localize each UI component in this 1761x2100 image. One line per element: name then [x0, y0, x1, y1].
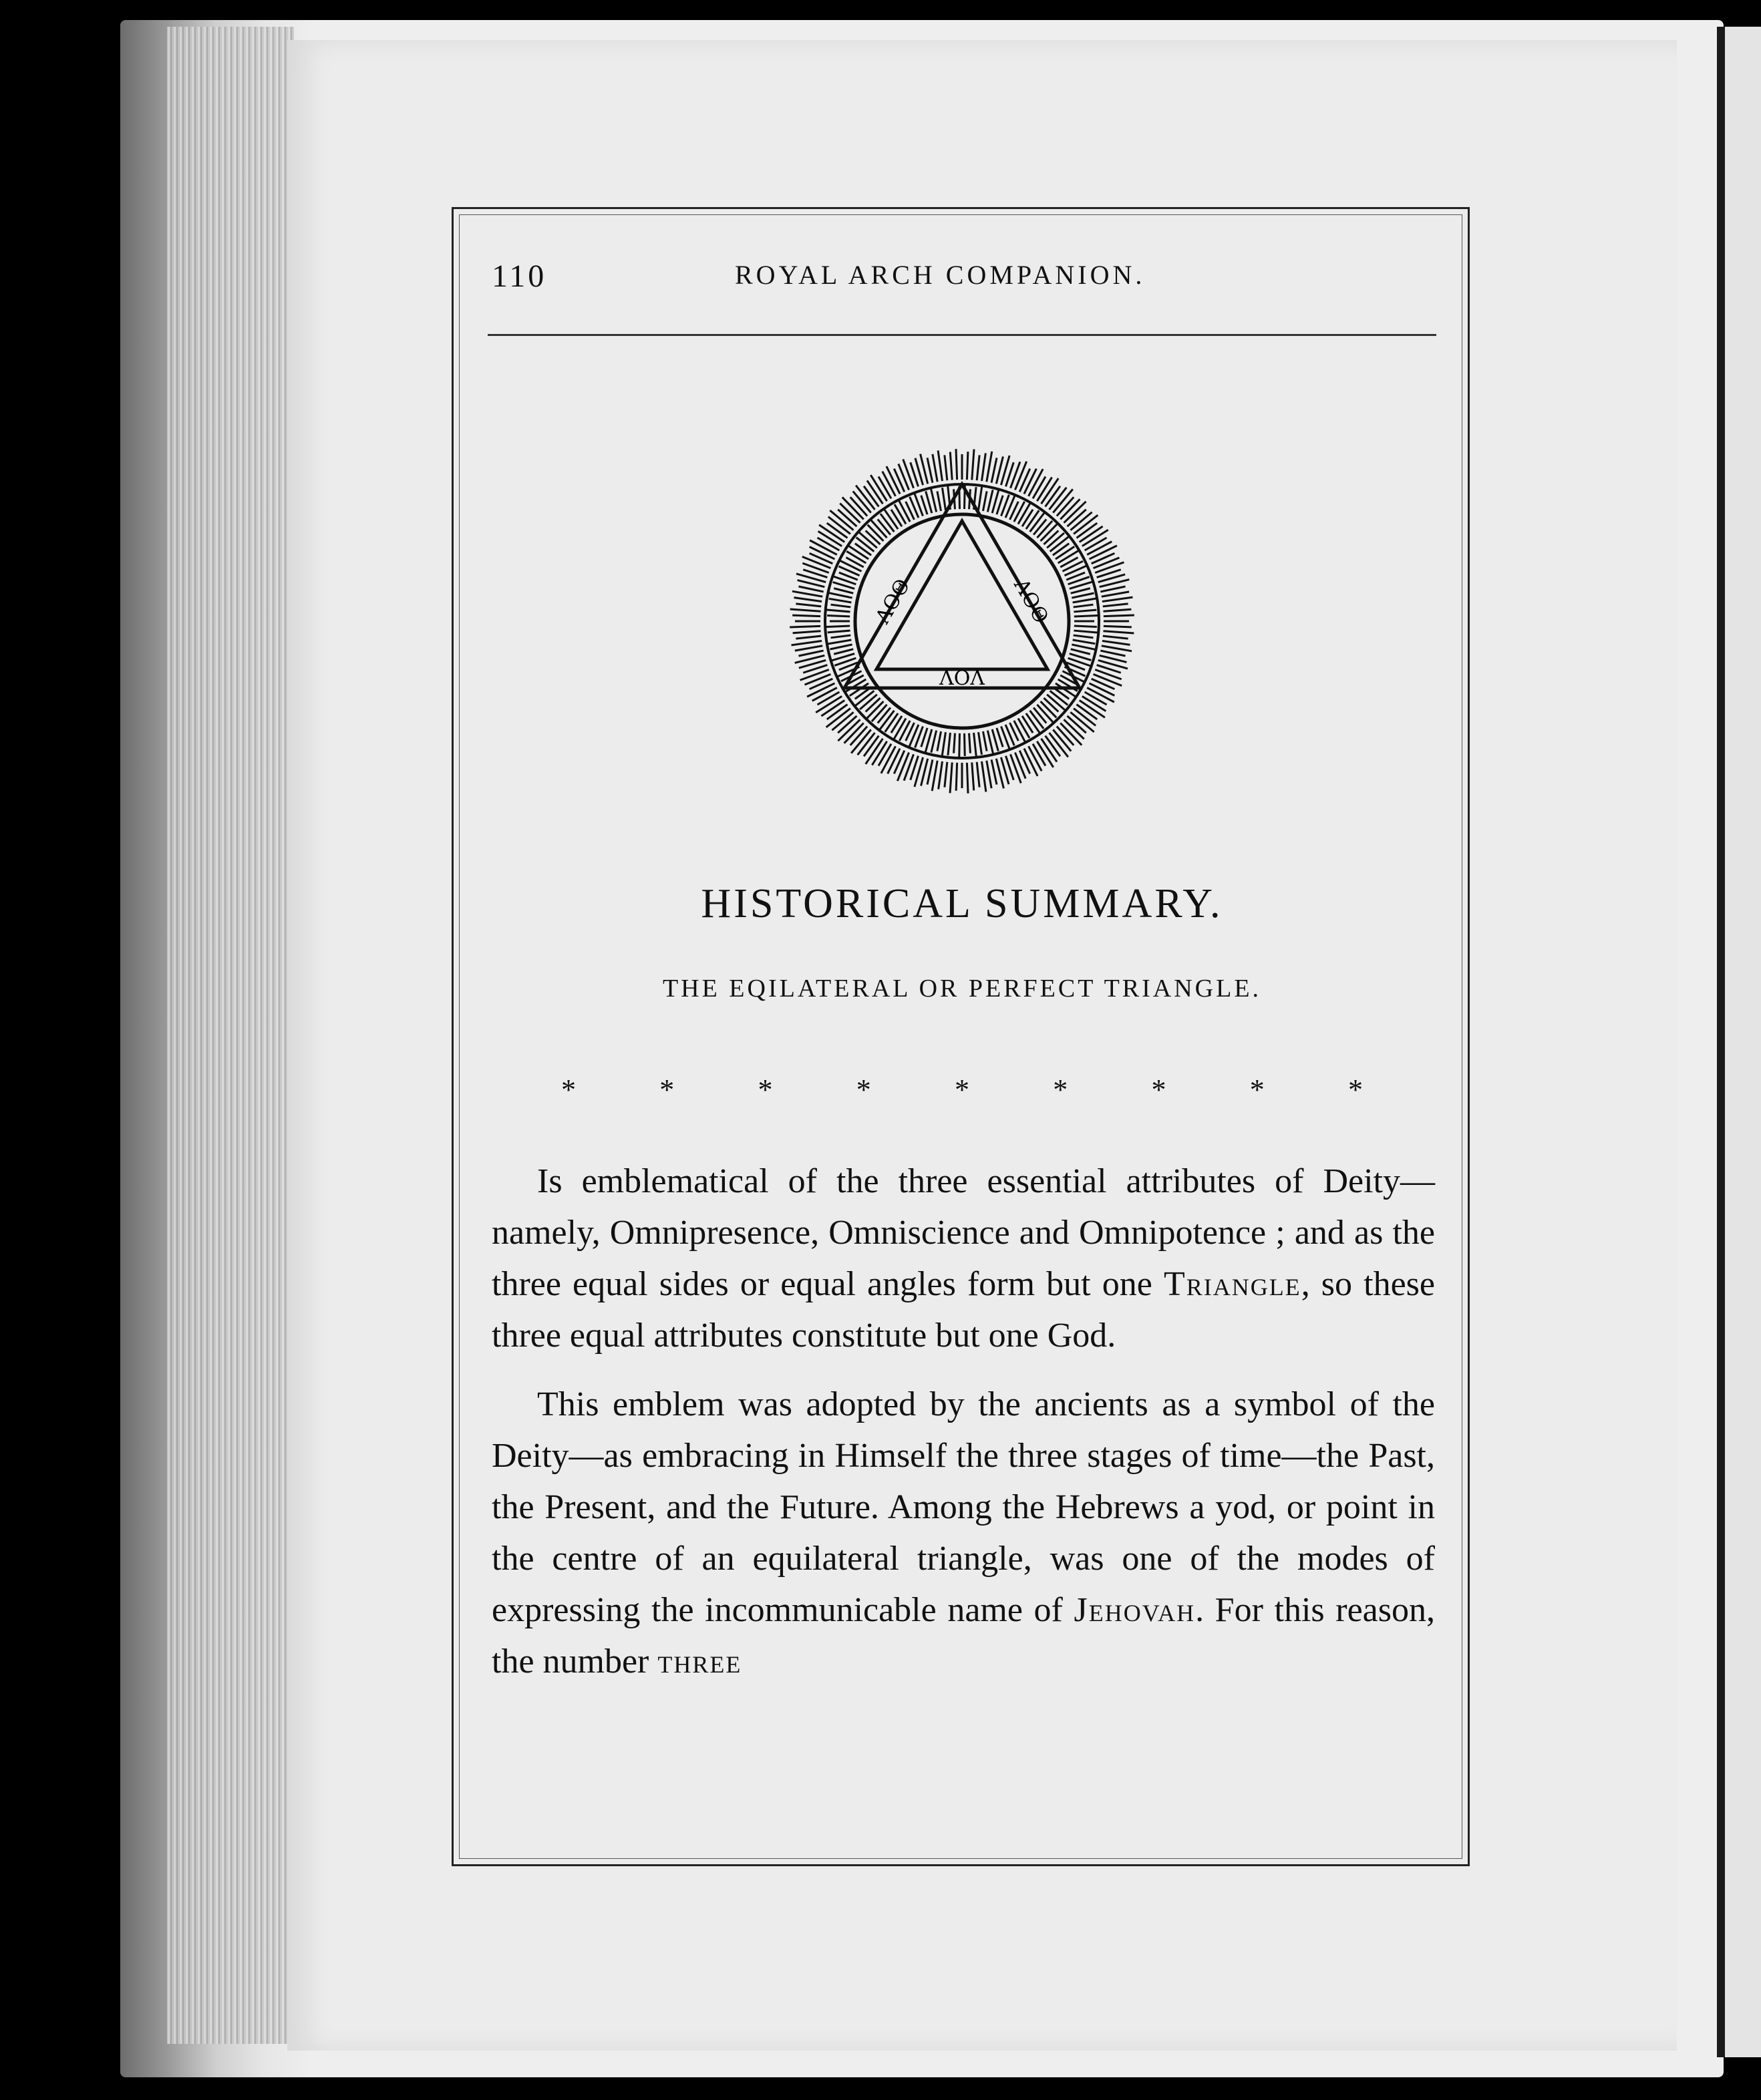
ray-stroke: [830, 645, 852, 649]
ray-stroke: [792, 641, 822, 645]
ray-stroke: [979, 732, 982, 755]
ray-stroke: [838, 560, 861, 571]
ray-stroke: [1104, 626, 1132, 627]
running-head: [488, 254, 1436, 301]
ray-stroke: [1026, 510, 1039, 529]
ray-stroke: [1071, 588, 1090, 593]
ray-stroke: [987, 761, 991, 788]
ray-stroke: [1094, 674, 1122, 685]
ray-stroke: [827, 616, 850, 617]
ray-stroke: [1074, 635, 1094, 638]
ray-stroke: [937, 492, 941, 511]
ray-stroke: [1073, 640, 1096, 644]
ray-stroke: [1014, 721, 1026, 743]
ray-stroke: [1050, 691, 1068, 705]
three-small-caps: three: [657, 1642, 742, 1681]
ray-stroke: [834, 649, 853, 654]
ray-stroke: [1104, 615, 1134, 617]
ray-stroke: [983, 492, 987, 511]
body-text: [492, 1156, 1435, 1705]
ray-stroke: [1085, 692, 1107, 705]
ray-stroke: [1085, 538, 1107, 550]
inscription-right: ΛΟΘ: [1009, 574, 1054, 628]
ray-stroke: [1072, 593, 1094, 598]
ray-stroke: [800, 670, 829, 681]
ray-stroke: [891, 510, 902, 526]
ray-stroke: [977, 762, 979, 787]
ray-stroke: [899, 721, 910, 741]
ray-stroke: [1074, 631, 1099, 633]
ray-stroke: [1041, 701, 1057, 717]
ray-stroke: [1022, 716, 1033, 733]
ray-stroke: [1015, 753, 1025, 779]
ray-stroke: [888, 749, 900, 774]
ray-stroke: [1094, 558, 1120, 568]
inscription-left: ΛΟΘ: [870, 574, 915, 628]
ray-stroke: [834, 588, 853, 593]
inscription-bottom: ΛΟΛ: [939, 667, 985, 690]
ray-stroke: [794, 598, 822, 602]
ray-stroke: [1033, 707, 1046, 723]
ray-stroke: [878, 519, 891, 534]
ray-stroke: [1103, 631, 1134, 633]
ray-stroke: [1053, 544, 1069, 556]
paragraph-1: [492, 1156, 1435, 1361]
ray-stroke: [933, 454, 937, 482]
ray-stroke: [885, 713, 898, 732]
paragraph-2-text-a: This emblem was adopted by the ancients as a symbol of the Deity—as embracing in Himself the three stages of time—the Past, the Present, and the Future. Among the Hebrews a yod, or point in the centre of an equilateral triangle, was one of the modes of expressing the incommunicable name of: [492, 1385, 1435, 1629]
ray-stroke: [1029, 746, 1042, 771]
ray-stroke: [1074, 615, 1100, 617]
asterisk: *: [758, 1073, 773, 1106]
ray-stroke: [982, 761, 986, 792]
ray-stroke: [991, 458, 997, 482]
running-title: ROYAL ARCH COMPANION.: [735, 260, 1146, 290]
ray-stroke: [903, 460, 914, 488]
ray-stroke: [872, 705, 887, 721]
ray-stroke: [899, 464, 909, 490]
ray-stroke: [972, 762, 974, 790]
paragraph-2-text-b: . For this reason, the number: [492, 1591, 1435, 1681]
ray-stroke: [894, 469, 904, 492]
ray-stroke: [938, 451, 942, 482]
ray-stroke: [956, 763, 957, 791]
ray-stroke: [1022, 510, 1033, 526]
asterisk: *: [1151, 1073, 1166, 1106]
ray-stroke: [825, 610, 850, 612]
ray-stroke: [790, 609, 821, 611]
ray-stroke: [991, 759, 997, 784]
ray-stroke: [950, 452, 952, 480]
ray-stroke: [1092, 679, 1115, 689]
ray-stroke: [1033, 744, 1046, 766]
ray-stroke: [1030, 711, 1044, 729]
ray-stroke: [880, 514, 895, 532]
ray-stroke: [1018, 502, 1031, 524]
ray-stroke: [1033, 476, 1046, 498]
section-title: HISTORICAL SUMMARY.: [701, 881, 1223, 926]
ray-stroke: [831, 635, 851, 638]
ray-stroke: [1100, 586, 1125, 592]
asterisk: *: [561, 1073, 576, 1106]
ray-stroke: [974, 733, 977, 758]
ray-stroke: [817, 538, 839, 550]
ray-stroke: [856, 538, 874, 552]
ray-stroke: [1102, 646, 1132, 651]
triangle-small-caps: Triangle: [1163, 1265, 1301, 1303]
ray-stroke: [793, 631, 821, 633]
ray-stroke: [798, 651, 823, 656]
ray-stroke: [828, 631, 850, 633]
ray-stroke: [866, 530, 880, 544]
ray-stroke: [1018, 718, 1029, 737]
ray-stroke: [810, 553, 833, 563]
ray-stroke: [927, 458, 933, 482]
ray-stroke: [868, 525, 884, 541]
ray-stroke: [878, 744, 891, 766]
ray-stroke: [1103, 604, 1128, 606]
ray-stroke: [942, 488, 945, 510]
ray-stroke: [1019, 469, 1029, 492]
ray-stroke: [987, 490, 993, 512]
ray-stroke: [1044, 530, 1058, 544]
ray-stroke: [945, 762, 947, 787]
triangle-in-radiant-circle-icon: [762, 421, 1162, 822]
ray-stroke: [1071, 649, 1090, 654]
ray-stroke: [1087, 542, 1112, 555]
ray-stroke: [829, 598, 852, 602]
ray-stroke: [931, 731, 937, 753]
ray-stroke: [899, 499, 911, 522]
ray-stroke: [828, 592, 852, 598]
ray-stroke: [860, 695, 877, 709]
asterisk: *: [955, 1073, 969, 1106]
ray-stroke: [1019, 751, 1029, 774]
ray-stroke: [790, 626, 820, 627]
ray-stroke: [1102, 592, 1129, 596]
ray-stroke: [950, 762, 952, 793]
ray-stroke: [1058, 550, 1080, 563]
ray-stroke: [982, 453, 986, 481]
ray-stroke: [979, 485, 983, 510]
ray-stroke: [948, 733, 951, 755]
ray-stroke: [969, 733, 971, 753]
ray-stroke: [1074, 604, 1094, 607]
ray-stroke: [1092, 553, 1115, 563]
ray-stroke: [804, 674, 830, 685]
ray-stroke: [796, 636, 821, 639]
ray-stroke: [795, 646, 822, 651]
ray-stroke: [802, 556, 831, 568]
asterisk: *: [1249, 1073, 1265, 1106]
ray-stroke: [897, 753, 909, 781]
ray-stroke: [942, 732, 946, 757]
ray-stroke: [894, 751, 904, 774]
ray-stroke: [1033, 519, 1046, 534]
ray-stroke: [1072, 645, 1096, 650]
ray-stroke: [1044, 698, 1058, 712]
ray-stroke: [972, 450, 974, 480]
ray-stroke: [983, 731, 987, 751]
header-rule: [488, 334, 1436, 336]
ray-stroke: [824, 626, 850, 627]
ray-stroke: [893, 718, 906, 740]
ray-stroke: [932, 761, 937, 791]
ray-stroke: [831, 604, 851, 607]
ray-stroke: [810, 547, 835, 559]
asterisk: *: [856, 1073, 871, 1106]
paragraph-2: [492, 1379, 1435, 1687]
ray-stroke: [1103, 636, 1128, 639]
page-number: 110: [492, 258, 547, 294]
asterism-divider: [561, 1073, 1363, 1107]
ray-stroke: [798, 586, 823, 592]
ray-stroke: [846, 551, 866, 563]
ray-stroke: [987, 452, 992, 482]
ray-stroke: [883, 472, 896, 496]
page-edges: [167, 27, 294, 2044]
ray-stroke: [1073, 598, 1098, 602]
ray-stroke: [939, 761, 943, 790]
ray-stroke: [891, 716, 902, 733]
ray-stroke: [945, 455, 947, 480]
ray-stroke: [956, 449, 957, 480]
ray-stroke: [792, 591, 822, 596]
ray-stroke: [1100, 651, 1125, 656]
section-subtitle: THE EQILATERAL OR PERFECT TRIANGLE.: [662, 975, 1262, 1003]
ray-stroke: [1074, 626, 1097, 627]
facing-page-edge: [1717, 27, 1761, 2057]
jehovah-small-caps: Jehovah: [1074, 1591, 1196, 1629]
ray-stroke: [1047, 533, 1064, 548]
ray-stroke: [959, 733, 960, 759]
ray-stroke: [1074, 610, 1096, 612]
ray-stroke: [895, 504, 906, 524]
ray-stroke: [1024, 469, 1036, 494]
ray-stroke: [878, 476, 891, 498]
ray-stroke: [937, 731, 941, 751]
ray-stroke: [817, 692, 839, 705]
ray-stroke: [1014, 502, 1025, 522]
ray-stroke: [1015, 462, 1026, 490]
paragraph-1-text-a: Is emblematical of the three essential attributes of Deity—namely, Omnipresence, Omniscience and Omnipotence ; and as the three equal sides or equal angles form but one: [492, 1162, 1435, 1303]
ray-stroke: [796, 604, 821, 606]
ray-stroke: [954, 733, 955, 753]
ray-stroke: [1102, 641, 1130, 645]
ray-stroke: [878, 707, 891, 723]
ray-stroke: [1064, 565, 1088, 575]
ray-stroke: [927, 759, 933, 784]
ray-stroke: [1037, 521, 1052, 538]
ray-stroke: [977, 455, 979, 480]
ray-stroke: [855, 544, 871, 556]
asterisk: *: [1348, 1073, 1363, 1106]
ray-stroke: [1095, 562, 1124, 573]
asterisk: *: [1053, 1073, 1068, 1106]
ray-stroke: [866, 698, 880, 712]
ray-stroke: [1090, 683, 1115, 695]
paragraph-1-text-b: , so these three equal attributes constitute but one God.: [492, 1265, 1435, 1355]
ray-stroke: [810, 679, 833, 689]
ray-stroke: [1011, 754, 1021, 783]
asterisk: *: [659, 1073, 675, 1106]
ray-stroke: [812, 688, 837, 701]
ray-stroke: [792, 615, 820, 616]
ray-stroke: [1102, 597, 1133, 601]
ray-stroke: [1103, 609, 1131, 611]
ray-stroke: [967, 763, 968, 794]
ray-stroke: [826, 640, 851, 644]
ray-stroke: [1056, 546, 1074, 559]
